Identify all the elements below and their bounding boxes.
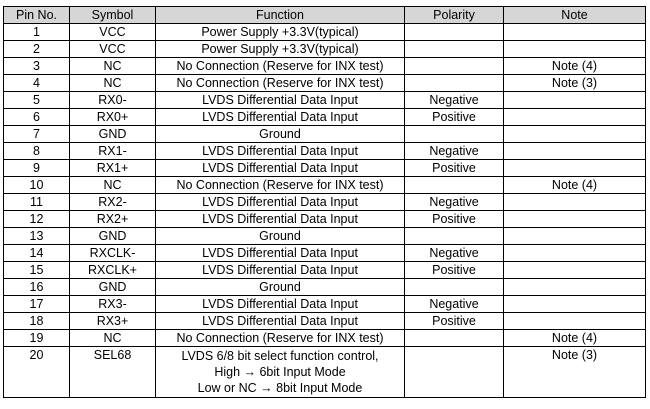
symbol-cell: NC — [70, 75, 156, 92]
pin-number-cell: 5 — [4, 92, 70, 109]
note-cell — [504, 126, 646, 143]
table-row — [4, 58, 646, 75]
polarity-cell: Negative — [405, 143, 504, 160]
symbol-cell: RX2- — [70, 194, 156, 211]
function-text: LVDS Differential Data Input — [202, 263, 358, 277]
function-cell — [156, 160, 405, 177]
table-row — [4, 75, 646, 92]
note-cell — [504, 228, 646, 245]
table-row — [4, 211, 646, 228]
symbol-cell: RX3+ — [70, 313, 156, 330]
function-cell — [156, 296, 405, 313]
function-text: Power Supply +3.3V(typical) — [201, 25, 359, 39]
symbol-cell: VCC — [70, 24, 156, 41]
table-row — [4, 262, 646, 279]
polarity-cell: Positive — [405, 313, 504, 330]
function-text: Low or NC → 8bit Input Mode — [197, 381, 363, 395]
note-cell — [504, 262, 646, 279]
note-cell — [504, 194, 646, 211]
function-cell — [156, 92, 405, 109]
note-cell — [504, 41, 646, 58]
symbol-cell: RX0- — [70, 92, 156, 109]
header-row — [4, 7, 646, 24]
symbol-cell: RX1+ — [70, 160, 156, 177]
function-text: Ground — [259, 280, 301, 294]
function-text: LVDS Differential Data Input — [202, 314, 358, 328]
function-text: No Connection (Reserve for INX test) — [176, 331, 384, 345]
note-cell — [504, 160, 646, 177]
function-text: Power Supply +3.3V(typical) — [201, 42, 359, 56]
function-cell — [156, 41, 405, 58]
pin-number-cell: 20 — [4, 347, 70, 398]
polarity-cell — [405, 177, 504, 194]
function-cell — [156, 330, 405, 347]
pin-number-cell: 17 — [4, 296, 70, 313]
polarity-cell: Negative — [405, 194, 504, 211]
polarity-cell — [405, 347, 504, 398]
function-cell — [156, 347, 405, 398]
polarity-cell — [405, 126, 504, 143]
table-row — [4, 296, 646, 313]
pin-number-cell: 8 — [4, 143, 70, 160]
note-cell: Note (4) — [504, 177, 646, 194]
header-function: Function — [156, 7, 405, 24]
pin-number-cell: 12 — [4, 211, 70, 228]
polarity-cell: Negative — [405, 296, 504, 313]
pin-number-cell: 11 — [4, 194, 70, 211]
polarity-cell — [405, 58, 504, 75]
table-row — [4, 330, 646, 347]
symbol-cell: GND — [70, 279, 156, 296]
function-text: LVDS Differential Data Input — [202, 246, 358, 260]
function-cell — [156, 279, 405, 296]
header-symbol: Symbol — [70, 7, 156, 24]
function-text: High → 6bit Input Mode — [214, 365, 346, 379]
polarity-cell: Positive — [405, 109, 504, 126]
note-cell — [504, 109, 646, 126]
header-polarity: Polarity — [405, 7, 504, 24]
polarity-cell: Positive — [405, 160, 504, 177]
polarity-cell: Positive — [405, 211, 504, 228]
table-row — [4, 126, 646, 143]
function-text: Ground — [259, 229, 301, 243]
function-text: LVDS Differential Data Input — [202, 212, 358, 226]
function-text: LVDS Differential Data Input — [202, 297, 358, 311]
table-row — [4, 177, 646, 194]
pin-number-cell: 16 — [4, 279, 70, 296]
pin-number-cell: 10 — [4, 177, 70, 194]
polarity-cell — [405, 75, 504, 92]
note-cell: Note (3) — [504, 75, 646, 92]
polarity-cell — [405, 330, 504, 347]
table-row — [4, 109, 646, 126]
pin-number-cell: 6 — [4, 109, 70, 126]
function-cell — [156, 228, 405, 245]
note-cell — [504, 143, 646, 160]
polarity-cell — [405, 41, 504, 58]
function-text: LVDS Differential Data Input — [202, 161, 358, 175]
symbol-cell: RX0+ — [70, 109, 156, 126]
note-cell — [504, 24, 646, 41]
note-cell: Note (4) — [504, 58, 646, 75]
table-row — [4, 228, 646, 245]
pin-number-cell: 18 — [4, 313, 70, 330]
table-row — [4, 194, 646, 211]
symbol-cell: GND — [70, 228, 156, 245]
polarity-cell: Negative — [405, 245, 504, 262]
table-row — [4, 347, 646, 398]
table-row — [4, 313, 646, 330]
symbol-cell: RXCLK- — [70, 245, 156, 262]
note-cell — [504, 245, 646, 262]
pin-number-cell: 9 — [4, 160, 70, 177]
header-note: Note — [504, 7, 646, 24]
symbol-cell: RX1- — [70, 143, 156, 160]
note-cell: Note (4) — [504, 330, 646, 347]
function-text: LVDS 6/8 bit select function control, — [181, 349, 379, 363]
symbol-cell: NC — [70, 58, 156, 75]
note-cell — [504, 211, 646, 228]
pin-number-cell: 14 — [4, 245, 70, 262]
symbol-cell: GND — [70, 126, 156, 143]
function-cell — [156, 177, 405, 194]
symbol-cell: RX2+ — [70, 211, 156, 228]
function-cell — [156, 194, 405, 211]
function-cell — [156, 58, 405, 75]
function-text: LVDS Differential Data Input — [202, 144, 358, 158]
pin-number-cell: 15 — [4, 262, 70, 279]
function-cell — [156, 75, 405, 92]
function-text: No Connection (Reserve for INX test) — [176, 59, 384, 73]
note-cell: Note (3) — [504, 347, 646, 398]
symbol-cell: NC — [70, 330, 156, 347]
function-text: No Connection (Reserve for INX test) — [176, 76, 384, 90]
header-pin-no: Pin No. — [4, 7, 70, 24]
table-row — [4, 92, 646, 109]
table-row — [4, 279, 646, 296]
table-row — [4, 41, 646, 58]
table-header — [4, 7, 646, 24]
symbol-cell: SEL68 — [70, 347, 156, 398]
function-cell — [156, 143, 405, 160]
pin-number-cell: 2 — [4, 41, 70, 58]
note-cell — [504, 313, 646, 330]
function-cell — [156, 24, 405, 41]
note-cell — [504, 92, 646, 109]
table-row — [4, 24, 646, 41]
function-cell — [156, 313, 405, 330]
polarity-cell: Negative — [405, 92, 504, 109]
polarity-cell: Positive — [405, 262, 504, 279]
function-text: Ground — [259, 127, 301, 141]
pin-number-cell: 19 — [4, 330, 70, 347]
polarity-cell — [405, 279, 504, 296]
function-text: LVDS Differential Data Input — [202, 93, 358, 107]
function-cell — [156, 211, 405, 228]
function-text: No Connection (Reserve for INX test) — [176, 178, 384, 192]
pin-assignment-table — [3, 6, 646, 398]
table-row — [4, 143, 646, 160]
pin-number-cell: 4 — [4, 75, 70, 92]
function-text: LVDS Differential Data Input — [202, 195, 358, 209]
pin-number-cell: 3 — [4, 58, 70, 75]
table-body — [4, 24, 646, 398]
function-cell — [156, 126, 405, 143]
function-cell — [156, 109, 405, 126]
function-cell — [156, 245, 405, 262]
pin-number-cell: 7 — [4, 126, 70, 143]
table-row — [4, 160, 646, 177]
function-text: LVDS Differential Data Input — [202, 110, 358, 124]
polarity-cell — [405, 228, 504, 245]
symbol-cell: RX3- — [70, 296, 156, 313]
function-cell — [156, 262, 405, 279]
symbol-cell: VCC — [70, 41, 156, 58]
note-cell — [504, 296, 646, 313]
symbol-cell: NC — [70, 177, 156, 194]
table-row — [4, 245, 646, 262]
polarity-cell — [405, 24, 504, 41]
pin-number-cell: 1 — [4, 24, 70, 41]
note-cell — [504, 279, 646, 296]
symbol-cell: RXCLK+ — [70, 262, 156, 279]
pin-number-cell: 13 — [4, 228, 70, 245]
